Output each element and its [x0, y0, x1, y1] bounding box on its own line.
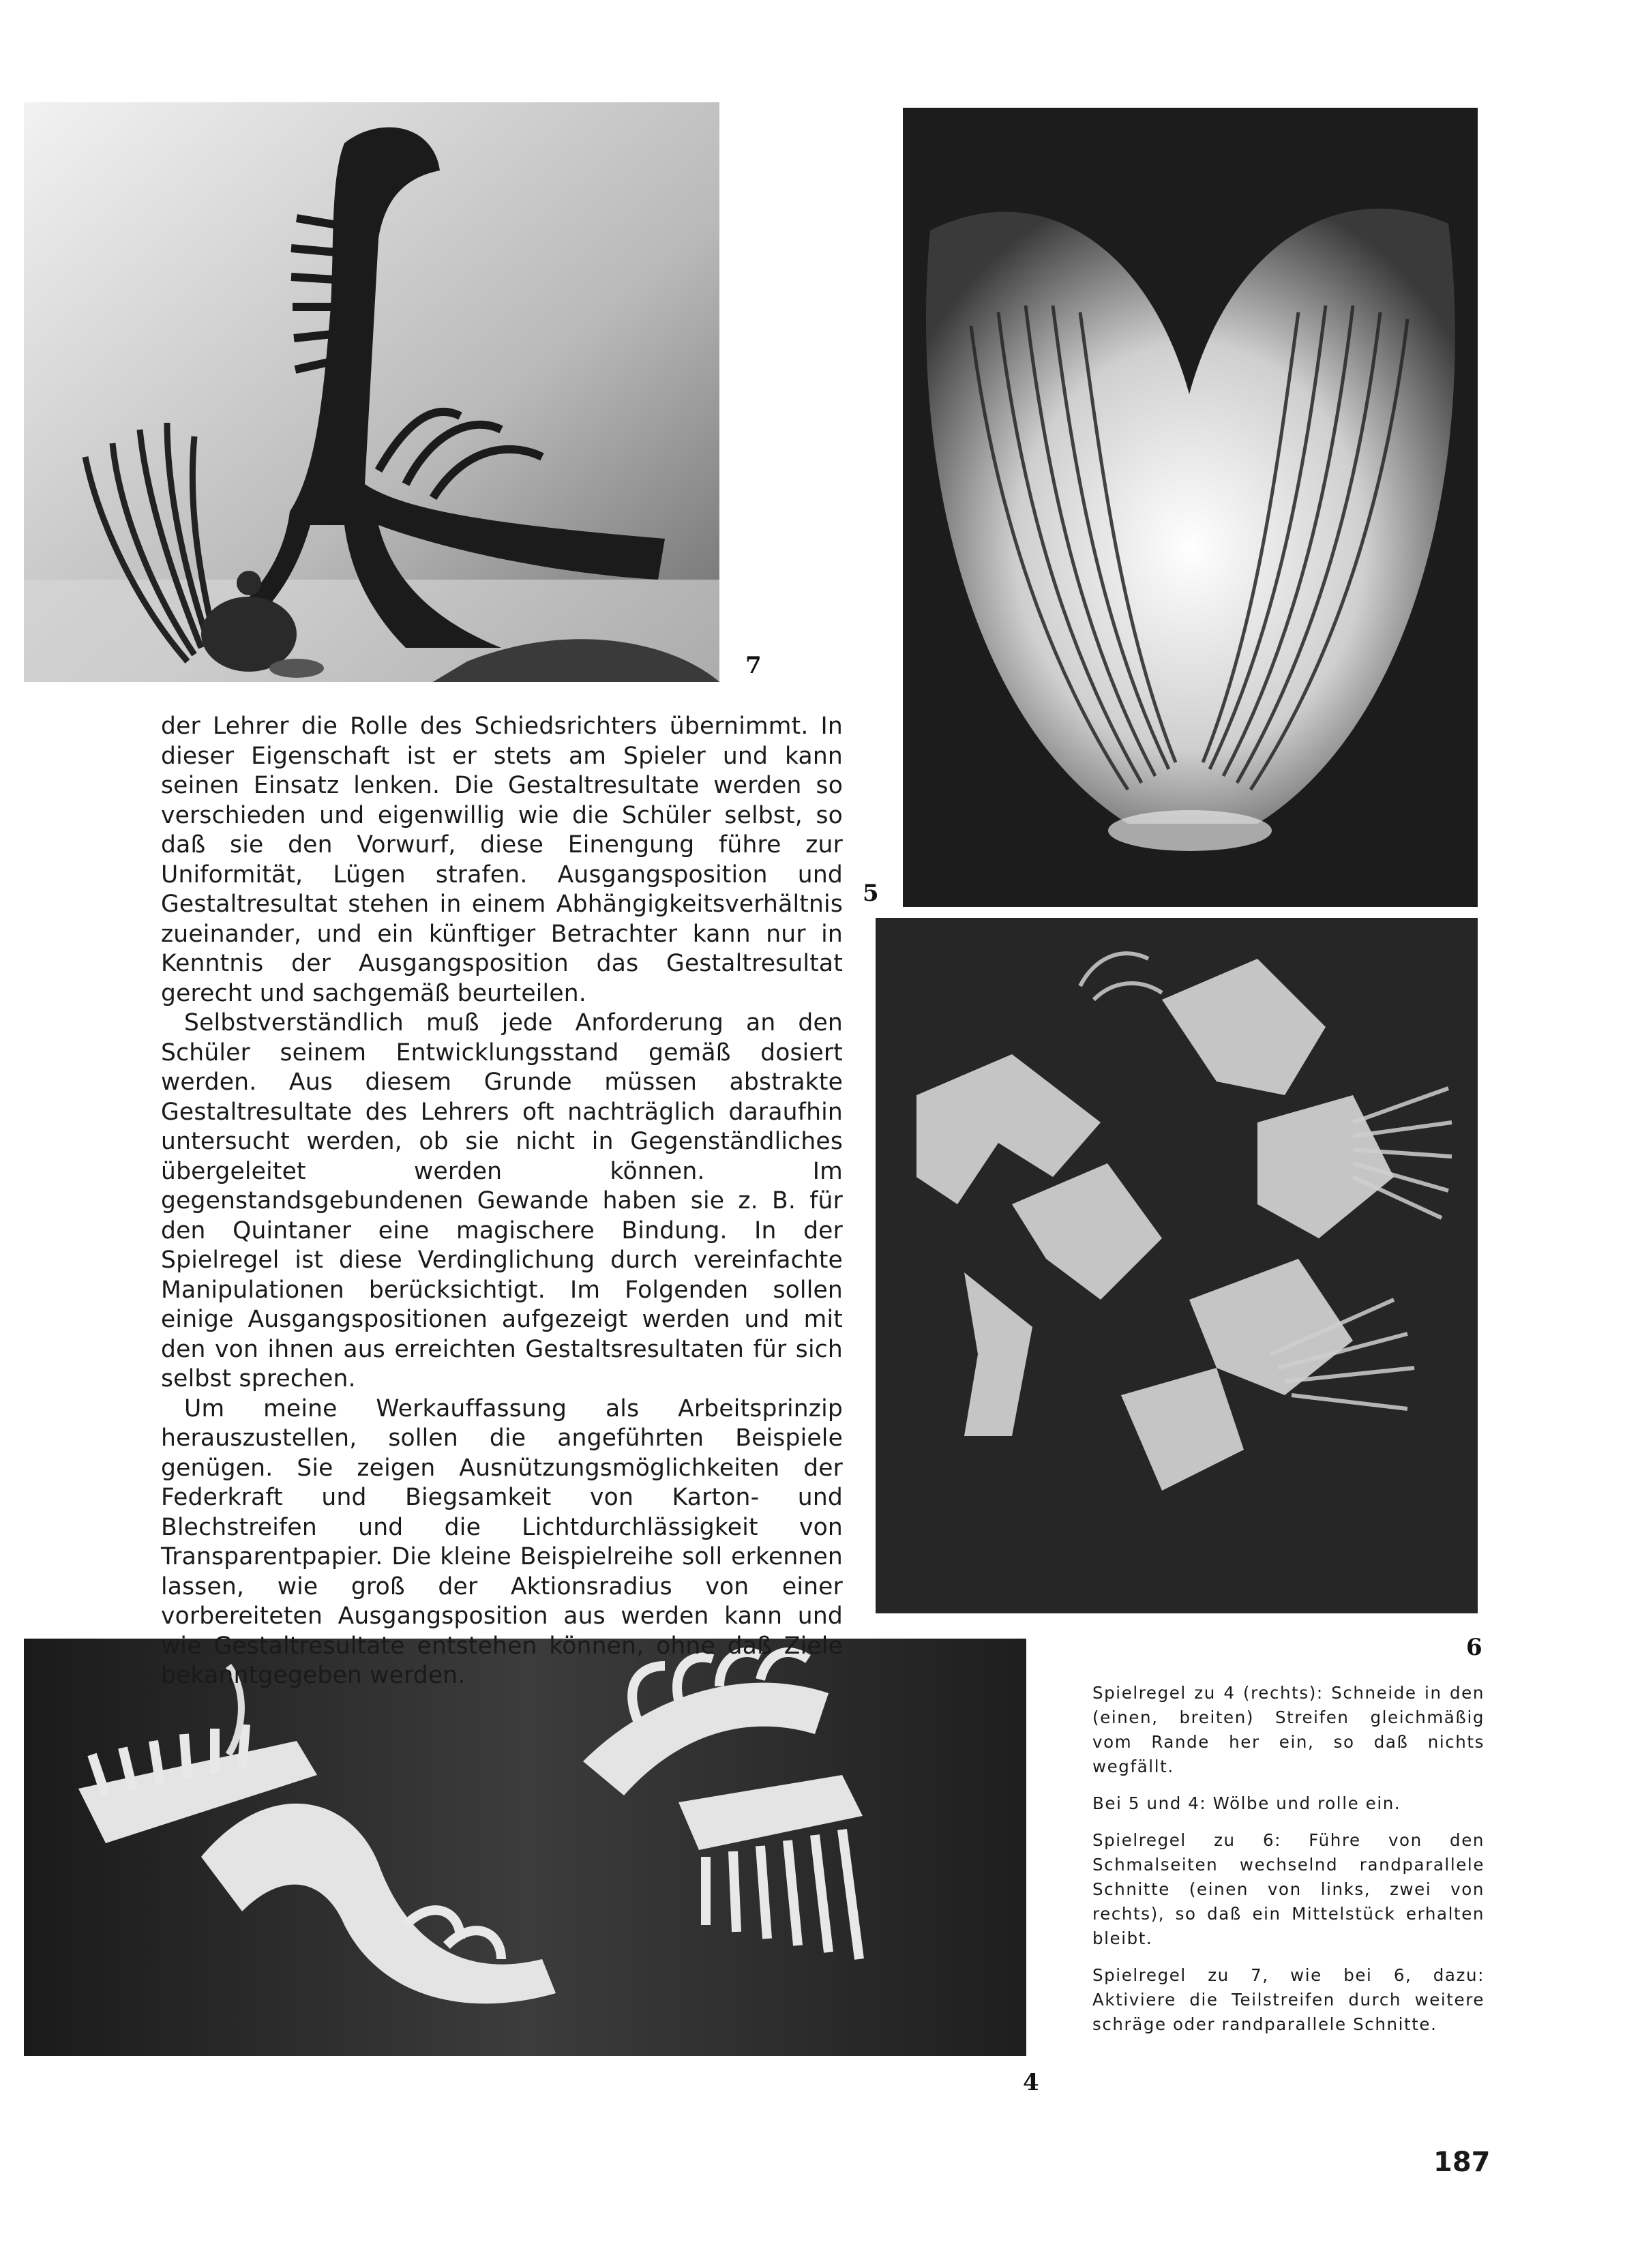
figure-6-photo	[876, 918, 1478, 1613]
figure-7-number: 7	[745, 652, 762, 679]
page-number: 187	[1433, 2147, 1491, 2178]
body-paragraph-1: der Lehrer die Rolle des Schiedsrichters übernimmt. In dieser Eigenschaft ist er stets am Spieler und kann seinen Einsatz lenken. Die Gestaltresultate werden so verschieden und eigenwillig wie die Schüler selbst, so daß sie den Vorwurf, diese Einengung führe zur Uniformität, Lügen strafen. Ausgangsposition und Gestaltresultat stehen in einem Abhängigkeitsverhältnis zueinander, und ein künftiger Betrachter kann nur in Kenntnis der Ausgangsposition das Gestaltresultat gerecht und sachgemäß beurteilen.	[161, 713, 843, 1007]
body-text	[161, 712, 843, 1691]
figure-5-number: 5	[863, 880, 879, 907]
figure-4-photo	[24, 1639, 1026, 2056]
caption-bei-5-und-4: Bei 5 und 4: Wölbe und rolle ein.	[1092, 1793, 1401, 1813]
figure-6-number: 6	[1466, 1634, 1482, 1661]
body-paragraph-3: Um meine Werkauffassung als Arbeitsprinzip herauszustellen, sollen die angeführten Beispiele genügen. Sie zeigen Ausnützungsmöglichkeiten der Federkraft und Biegsamkeit von Karton- und Blechstreifen und die Lichtdurchlässigkeit von Transparentpapier. Die kleine Beispielreihe soll erkennen lassen, wie groß der Aktionsradius von einer vorbereiteten Ausgangsposition aus werden kann und wie Gestaltresultate entstehen können, ohne daß Ziele bekanntgegeben werden.	[161, 1394, 843, 1689]
caption-block	[1092, 1681, 1485, 2049]
figure-7-photo	[24, 102, 719, 682]
caption-spielregel-4: Spielregel zu 4 (rechts): Schneide in den (einen, breiten) Streifen gleichmäßig vom Rande her ein, so daß nichts wegfällt.	[1092, 1683, 1485, 1776]
caption-spielregel-6: Spielregel zu 6: Führe von den Schmalseiten wechselnd randparallele Schnitte (einen von links, zwei von rechts), so daß ein Mittelstück erhalten bleibt.	[1092, 1830, 1485, 1948]
body-paragraph-2: Selbstverständlich muß jede Anforderung an den Schüler seinem Entwicklungsstand gemäß dosiert werden. Aus diesem Grunde müssen abstrakte Gestaltresultate des Lehrers oft nachträglich daraufhin untersucht werden, ob sie nicht in Gegenständliches übergeleitet werden können. Im gegenstandsgebundenen Gewande haben sie z. B. für den Quintaner eine magischere Bindung. In der Spielregel ist diese Verdinglichung durch vereinfachte Manipulationen berücksichtigt. Im Folgenden sollen einige Ausgangspositionen aufgezeigt werden und mit den von ihnen aus erreichten Gestaltsresultaten für sich selbst sprechen.	[161, 1009, 843, 1392]
caption-spielregel-7: Spielregel zu 7, wie bei 6, dazu: Aktiviere die Teilstreifen durch weitere schräge oder randparallele Schnitte.	[1092, 1965, 1485, 2034]
figure-5-photo	[903, 108, 1478, 907]
figure-4-number: 4	[1023, 2069, 1039, 2096]
